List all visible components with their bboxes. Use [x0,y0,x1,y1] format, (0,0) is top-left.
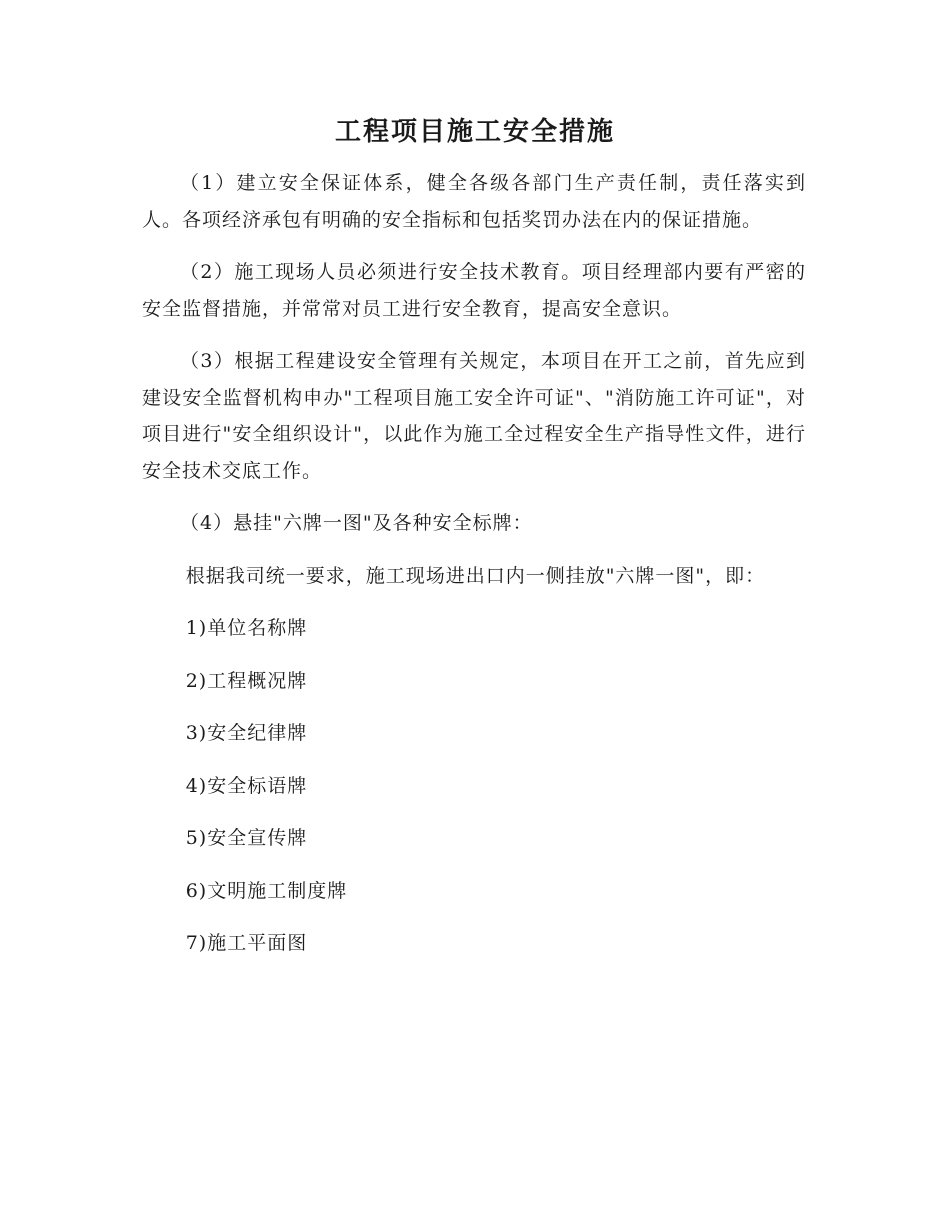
paragraph-2: （2）施工现场人员必须进行安全技术教育。项目经理部内要有严密的安全监督措施，并常常对员工进行安全教育，提高安全意识。 [142,261,806,320]
list-item: 7)施工平面图 [185,932,308,954]
list-item: 4)安全标语牌 [185,774,308,797]
sign-list [142,610,806,962]
list-item: 5)安全宣传牌 [185,827,308,849]
list-item: 2)工程概况牌 [185,669,308,692]
list-item: 6)文明施工制度牌 [185,879,348,902]
list-item: 3)安全纪律牌 [185,722,308,744]
paragraph-3: （3）根据工程建设安全管理有关规定，本项目在开工之前，首先应到建设安全监督机构申办"工程项目施工安全许可证"、"消防施工许可证"，对项目进行"安全组织设计"，以此作为施工全过程安全生产指导性文件，进行安全技术交底工作。 [142,350,806,482]
paragraph-1: （1）建立安全保证体系，健全各级各部门生产责任制，责任落实到人。各项经济承包有明确的安全指标和包括奖罚办法在内的保证措施。 [142,172,806,231]
list-item: 1)单位名称牌 [185,617,308,639]
document-title: 工程项目施工安全措施 [334,117,615,147]
paragraph-4: （4）悬挂"六牌一图"及各种安全标牌： [180,512,533,534]
paragraph-5: 根据我司统一要求，施工现场进出口内一侧挂放"六牌一图"，即： [185,564,766,587]
document-body [142,165,806,978]
